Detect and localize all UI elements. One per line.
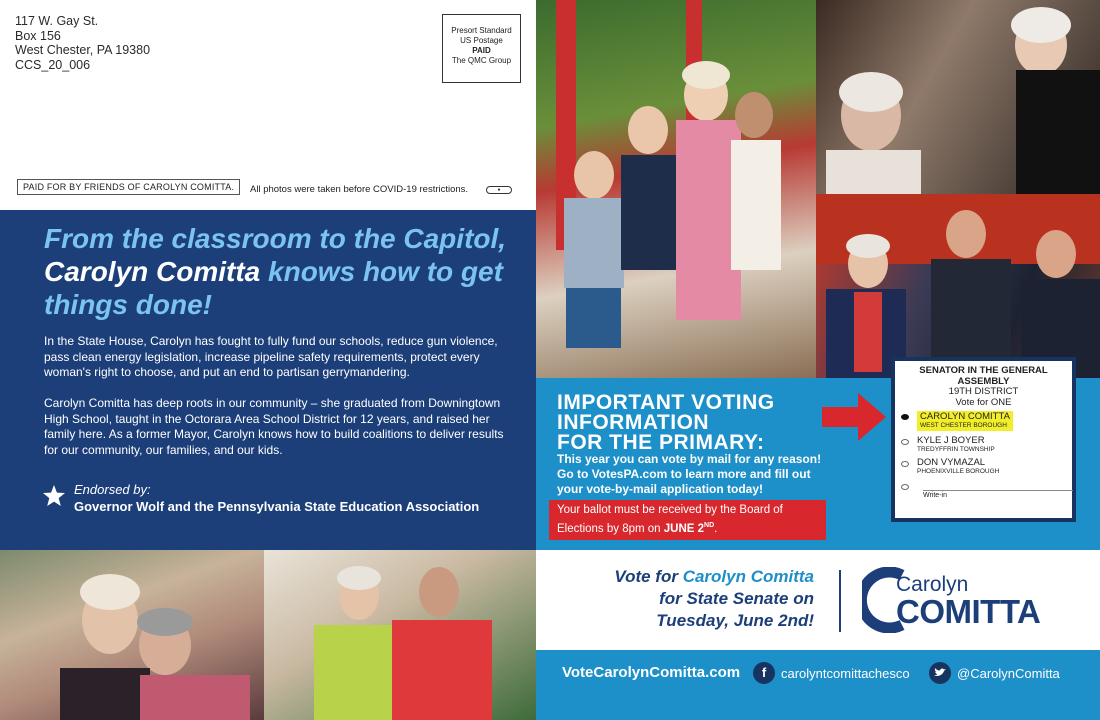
headline xyxy=(44,222,524,321)
tagline-vote-for: Vote for xyxy=(614,567,678,586)
record-paragraph: In the State House, Carolyn has fought to fully fund our schools, reduce gun violence, pass clean energy legislation, increase pipeline safety requirements, protect every woman's right to choose, and put an end to partisan gerrymandering. xyxy=(44,334,498,379)
postage-indicia xyxy=(442,14,521,83)
twitter-bird-icon xyxy=(929,662,951,684)
photo-senior-couple xyxy=(264,550,536,720)
postage-line: US Postage xyxy=(460,36,503,45)
filled-bubble-icon xyxy=(901,414,909,420)
photo-senior-visit xyxy=(816,0,1100,194)
candidate-entry xyxy=(917,436,995,454)
title-line: INFORMATION xyxy=(557,411,710,434)
photo-senior-visit-image xyxy=(816,0,1100,194)
endorsed-by: Governor Wolf and the Pennsylvania State Education Association xyxy=(74,499,480,514)
ballot-district: 19TH DISTRICT xyxy=(948,386,1019,397)
candidate-entry xyxy=(917,411,1013,431)
photo-seniors-hug-image xyxy=(0,550,264,720)
photo-seniors-hug xyxy=(0,550,264,720)
headline-part1: From the classroom to the Capitol, xyxy=(44,223,507,254)
write-in-label: Write-in xyxy=(923,492,947,499)
union-bug-icon: ● xyxy=(486,186,512,194)
campaign-logo xyxy=(862,567,1062,633)
ballot-header xyxy=(895,361,1072,408)
deadline-date: JUNE 2 xyxy=(663,522,705,535)
sample-ballot xyxy=(891,357,1076,522)
tagline-line1 xyxy=(564,566,814,588)
voting-info-title xyxy=(557,393,775,453)
star-icon xyxy=(42,484,66,508)
photo-note: All photos were taken before COVID-19 restrictions. xyxy=(250,184,469,195)
empty-bubble-icon xyxy=(901,439,909,445)
photo-playground-family xyxy=(536,0,816,378)
candidate-municipality: WEST CHESTER BOROUGH xyxy=(920,422,1007,429)
deadline-suffix: ND xyxy=(704,522,715,529)
deadline-text: Your ballot must be received by the Board of Elections by 8pm on xyxy=(557,504,783,535)
candidate-name: DON VYMAZAL xyxy=(917,457,986,468)
photo-firefighters-image xyxy=(816,194,1100,378)
photo-senior-couple-image xyxy=(264,550,536,720)
divider xyxy=(839,570,841,632)
facebook-handle[interactable]: carolyntcomittachesco xyxy=(781,666,910,681)
headline-name: Carolyn Comitta xyxy=(44,256,261,287)
website-link[interactable]: VoteCarolynComitta.com xyxy=(562,664,741,681)
address-line: Box 156 xyxy=(15,28,61,43)
roots-paragraph: Carolyn Comitta has deep roots in our community – she graduated from Downingtown High School, taught in the Octorara Area School District for 12 years, and raised her family here. As a former Mayor, Carolyn knows how to build coalitions to deliver results for our community, our families, and our kids. xyxy=(44,396,504,457)
twitter-handle[interactable]: @CarolynComitta xyxy=(957,666,1060,681)
address-line: CCS_20_006 xyxy=(15,57,91,72)
photo-firefighters xyxy=(816,194,1100,378)
address-line: West Chester, PA 19380 xyxy=(15,43,151,57)
return-address xyxy=(15,14,150,72)
candidate-name: CAROLYN COMITTA xyxy=(920,411,1010,422)
candidate-municipality: TREDYFFRIN TOWNSHIP xyxy=(917,446,995,453)
postage-line: Presort Standard xyxy=(451,26,512,35)
logo-first-name: Carolyn xyxy=(896,573,969,596)
address-line: 117 W. Gay St. xyxy=(15,14,99,28)
candidate-name: KYLE J BOYER xyxy=(917,435,985,446)
headline-part2: knows how to get things done! xyxy=(44,256,503,320)
postage-line: The QMC Group xyxy=(451,56,512,65)
mailer-panel xyxy=(0,0,536,210)
tagline-line3: Tuesday, June 2nd! xyxy=(656,611,814,630)
empty-bubble-icon xyxy=(901,461,909,467)
write-in-line xyxy=(923,490,1073,491)
facebook-icon[interactable]: f xyxy=(753,662,775,684)
footer-bar xyxy=(536,650,1100,720)
deadline-end: . xyxy=(714,522,718,535)
endorsement xyxy=(74,482,479,515)
photo-playground-image xyxy=(536,0,816,378)
candidate-entry xyxy=(917,458,999,476)
ballot-vote-for: Vote for ONE xyxy=(955,396,1012,408)
twitter-icon[interactable] xyxy=(929,662,951,684)
candidate-municipality: PHOENIXVILLE BOROUGH xyxy=(917,468,1000,475)
endorsed-label: Endorsed by: xyxy=(74,482,151,497)
paid-for-disclaimer: PAID FOR BY FRIENDS OF CAROLYN COMITTA. xyxy=(17,179,240,195)
vote-by-mail-text: This year you can vote by mail for any reason! Go to VotesPA.com to learn more and fill out your vote-by-mail application today! xyxy=(557,452,822,496)
logo-last-name: COMITTA xyxy=(896,593,1041,630)
ballot-office: SENATOR IN THE GENERAL xyxy=(919,365,1048,376)
postage-line: PAID xyxy=(472,46,491,55)
empty-bubble-icon xyxy=(901,484,909,490)
ballot-office-line2: ASSEMBLY xyxy=(957,375,1010,387)
title-line: FOR THE PRIMARY: xyxy=(557,431,765,454)
arrow-right-icon xyxy=(822,393,886,441)
tagline-line2: for State Senate on xyxy=(659,589,814,608)
title-line: IMPORTANT VOTING xyxy=(557,391,775,414)
vote-tagline xyxy=(564,566,814,632)
tagline-name: Carolyn Comitta xyxy=(682,567,814,586)
ballot-deadline-notice xyxy=(549,500,826,540)
